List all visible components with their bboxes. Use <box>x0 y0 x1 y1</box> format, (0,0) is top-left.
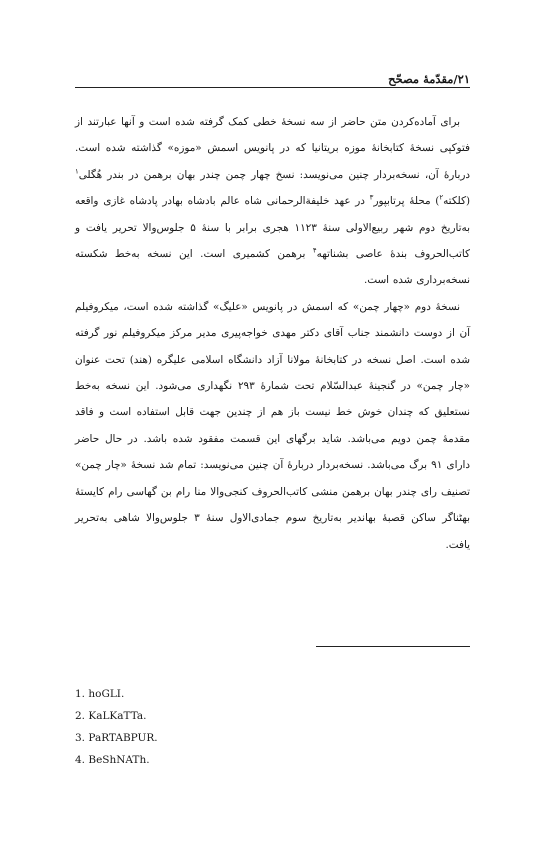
paragraph-1-text-c: ) محلهٔ پرتابپور <box>373 195 440 208</box>
footnotes <box>75 683 470 771</box>
page-header-title: ۲۱/مقدّمهٔ مصحّح <box>388 72 470 86</box>
footnote-4: 4. BeShNATh. <box>75 754 150 766</box>
footnote-ref-1: ۱ <box>75 167 79 176</box>
footnote-3: 3. PaRTABPUR. <box>75 732 158 744</box>
footnote-separator <box>316 646 470 647</box>
footnote-ref-3: ۳ <box>369 193 374 202</box>
paragraph-2: نسخهٔ دوم «چهار چمن» که اسمش در پانویس «علیگ» گذاشته شده است، میکروفیلم آن از دوست دانشمند جناب آقای دکتر مهدی خواجه‌پیری مدیر مرکز میکروفیلم نور گرفته شده است. اصل نسخه در کتابخانهٔ مولانا آزاد دانشگاه اسلامی علیگره (هند) تحت عنوان «چار چمن» در گنجینهٔ عبدالسّلام تحت شمارهٔ ۲۹۳ نگهداری می‌شود. این نسخه به‌خط نستعلیق که چندان خوش خط نیست باز هم از چندین جهت قابل استفاده است و فاقد مقدمهٔ چمن دویم می‌باشد. شاید برگهای این قسمت مفقود شده باشد. در حال حاضر دارای ۹۱ برگ می‌باشد. نسخه‌بردار دربارهٔ آن چنین می‌نویسد: تمام شد نسخهٔ «چار چمن» تصنیف رای چندر بهان برهمن منشی کاتب‌الحروف کنجی‌والا منا رام بن گهاسی رام کایستهٔ بهٹناگر ساکن قصبهٔ بهاندیر به‌تاریخ سوم جمادی‌الاول سنهٔ ۳ جلوس‌والا شاهی به‌تحریر یافت. <box>75 300 470 551</box>
paragraph-1-text-d: در عهد خلیفة‌الرحمانی شاه عالم بادشاه بهادر پادشاه غازی واقعه به‌تاریخ دوم شهر ربیع‌الاولی سنهٔ ۱۱۲۳ هجری برابر با سنهٔ ۵ جلوس‌والا تحریر یافت و کاتب‌الحروف بندهٔ عاصی بشناتهه <box>75 195 471 261</box>
footnote-1: 1. hoGLI. <box>75 688 125 700</box>
paragraph-1-text-a: برای آماده‌کردن متن حاضر از سه نسخهٔ خطی کمک گرفته شده است و آنها عبارتند از فتوکپی نسخهٔ کتابخانهٔ موزه بریتانیا که در پانویس اسمش «موزه» گذاشته شده است. دربارهٔ آن، نسخه‌بردار چنین می‌نویسد: نسخ چهار چمن چندر بهان برهمن در بندر هُگلی <box>75 116 470 181</box>
main-text <box>75 109 470 558</box>
footnote-ref-4: ۴ <box>312 246 317 255</box>
header-rule <box>75 87 470 88</box>
footnote-2: 2. KaLKaTTa. <box>75 710 147 722</box>
footnote-ref-2: ۲ <box>439 193 444 202</box>
paragraph-1-text-b: (کلکته <box>443 195 470 208</box>
paragraph-1-text-e: برهمن کشمیری است. این نسخه به‌خط شکسته نسخه‌برداری شده است. <box>75 248 470 287</box>
paragraph-1 <box>75 109 470 294</box>
